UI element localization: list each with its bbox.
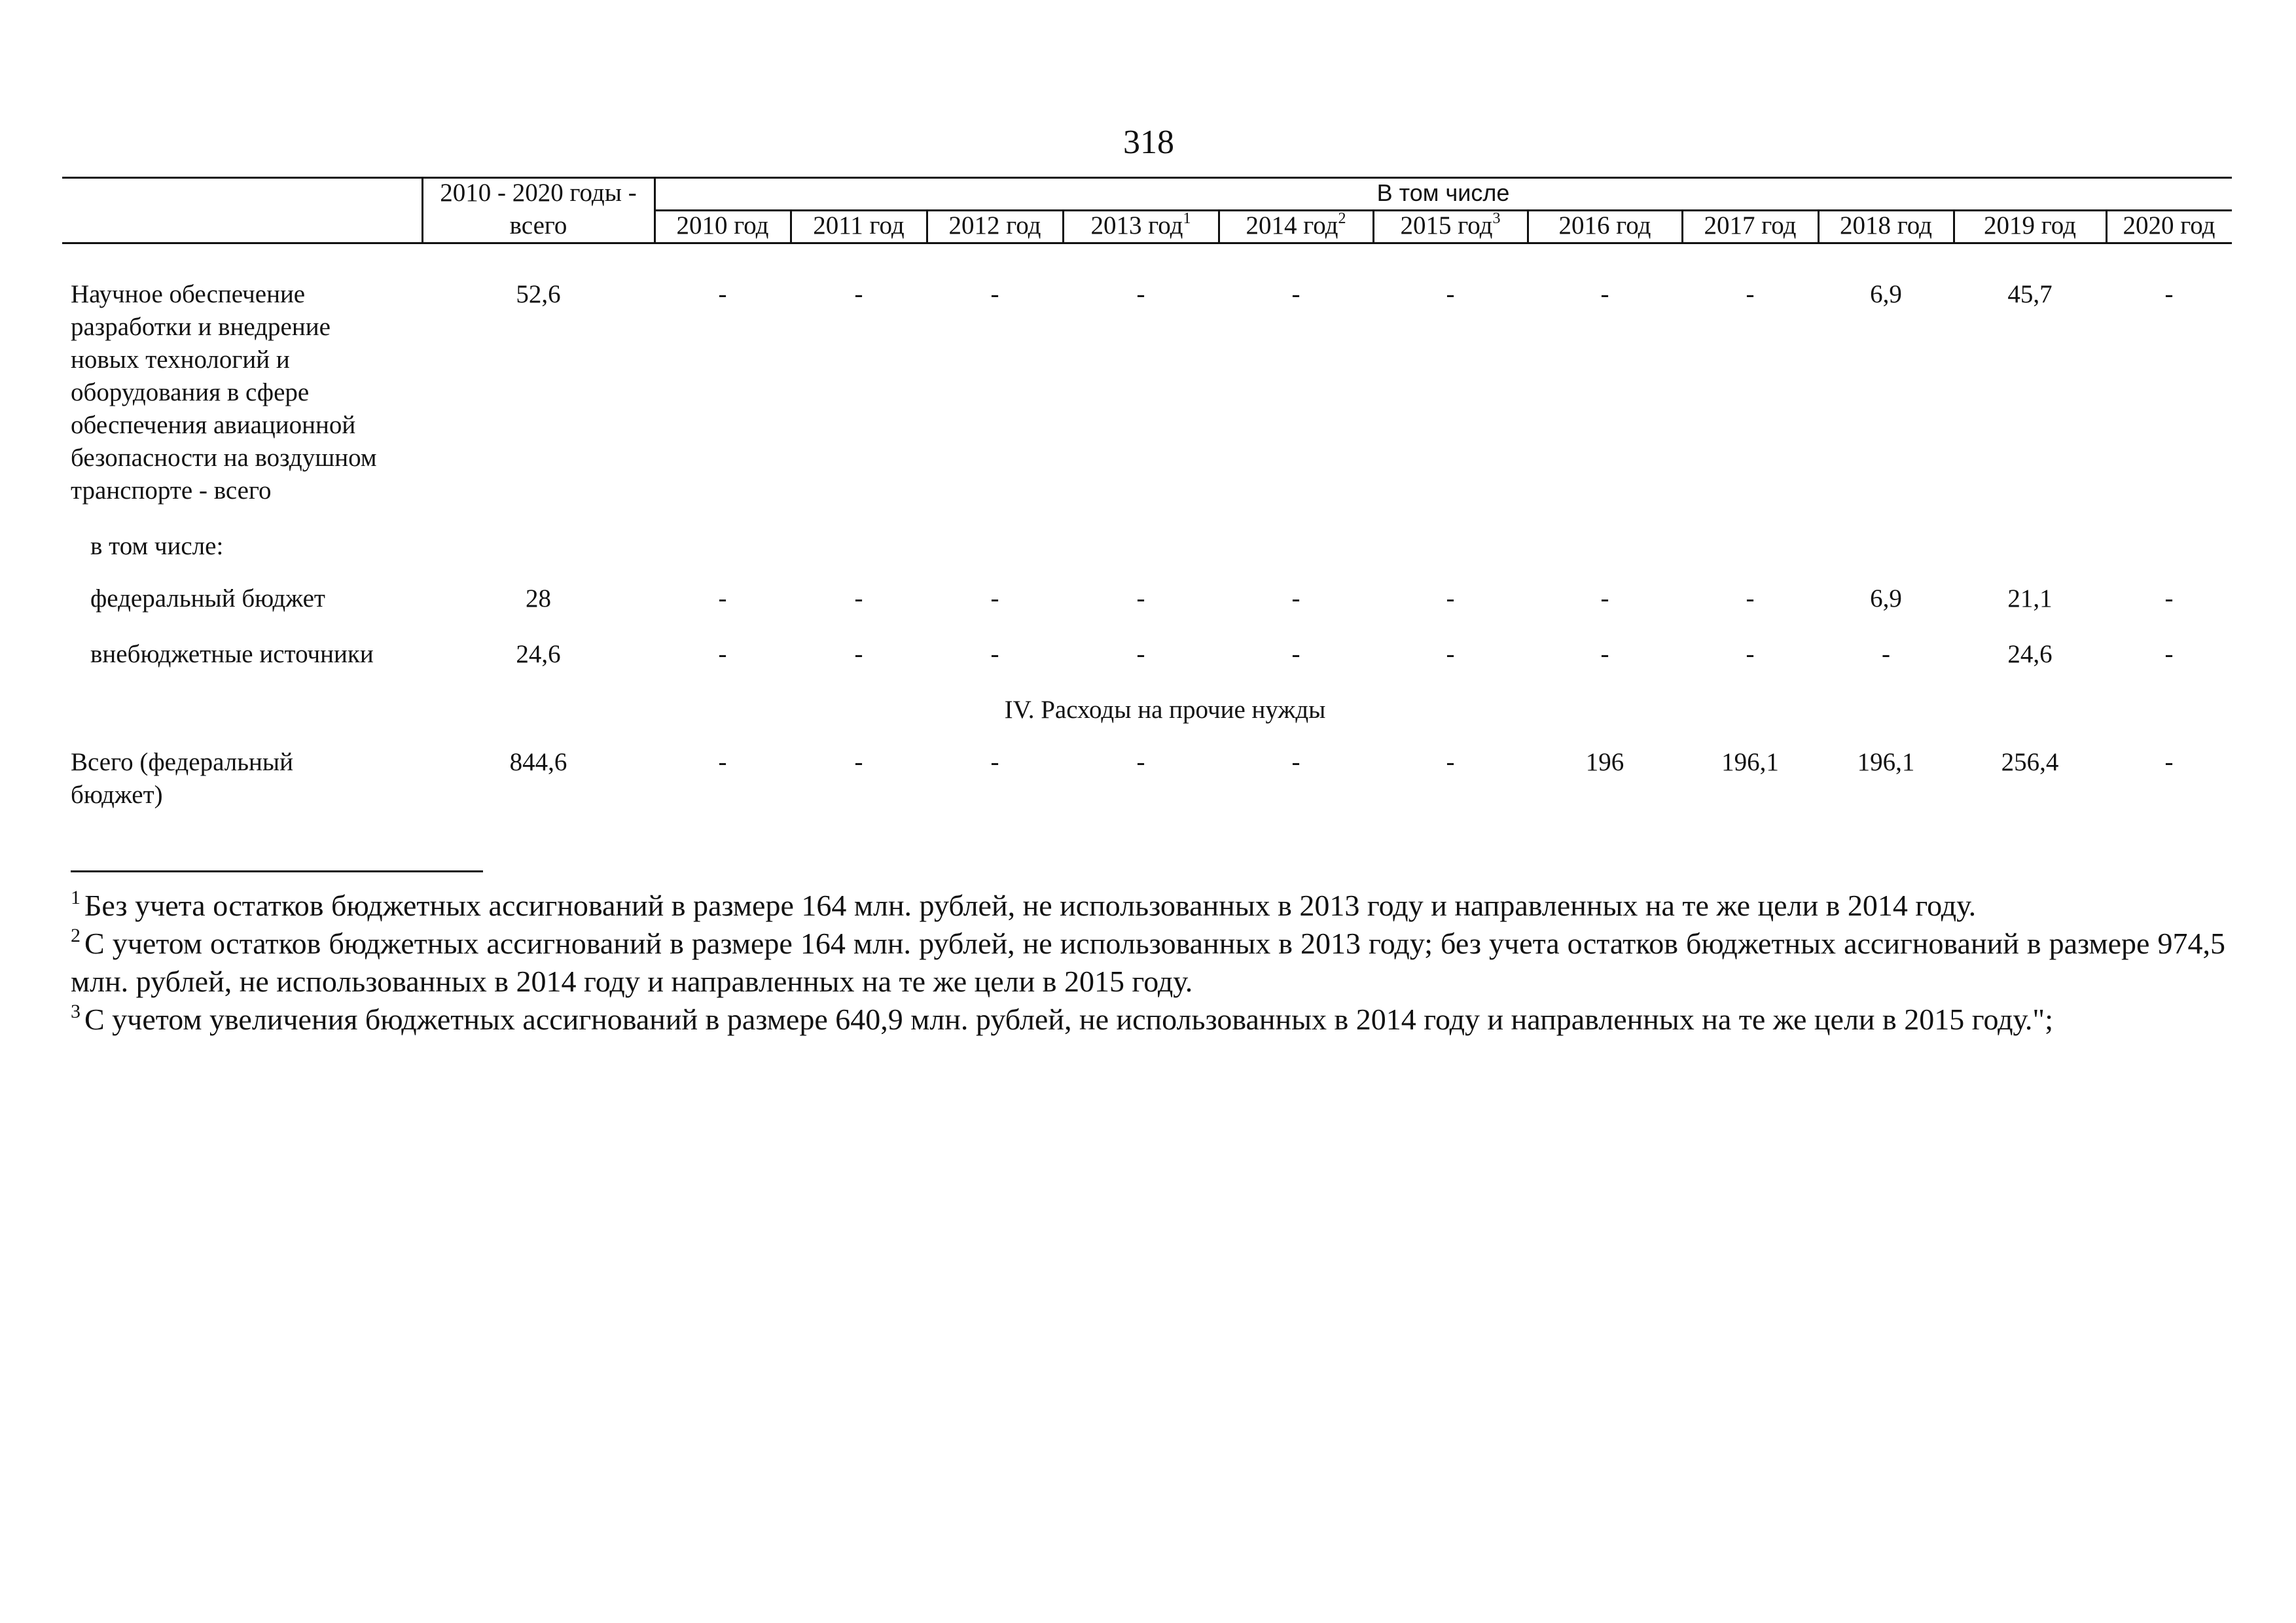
header-year-10: [2106, 211, 2232, 241]
footnote-3: [71, 1001, 2225, 1039]
table-row-3-value-6: -: [1600, 640, 1609, 668]
header-year-0: [655, 211, 791, 241]
header-year-label: 2014 год: [1246, 211, 1338, 240]
header-year-label: 2017 год: [1704, 211, 1797, 240]
header-year-5: [1373, 211, 1528, 241]
table-row-2-value-4: -: [1291, 584, 1300, 613]
table-row-3-value-0: -: [718, 640, 727, 668]
footnotes: [71, 887, 2225, 1039]
table-row-2-value-3: -: [1136, 584, 1145, 613]
header-year-label: 2018 год: [1840, 211, 1932, 240]
footnote-mark: 1: [71, 887, 81, 908]
footnote-2: [71, 925, 2225, 1001]
table-row-2-value-6: -: [1600, 584, 1609, 613]
footnote-text: Без учета остатков бюджетных ассигнований в размере 164 млн. рублей, не использованных в 2013 году и направленных на те же цели в 2014 году.: [84, 889, 1977, 922]
header-year-label: 2015 год: [1400, 211, 1493, 240]
table-row-3-value-10: -: [2164, 640, 2174, 668]
section-row-0-value-2: -: [990, 748, 999, 776]
header-year-footnote-mark: 2: [1338, 210, 1346, 227]
footnote-mark: 3: [71, 1001, 81, 1022]
section-row-0-value-0: -: [718, 748, 727, 776]
table-row-0-value-4: -: [1291, 280, 1300, 308]
section-row-0-value-8: 196,1: [1857, 748, 1915, 776]
table-row-3-value-1: -: [854, 640, 863, 668]
header-year-label: 2019 год: [1984, 211, 2076, 240]
table-row-0-value-6: -: [1600, 280, 1609, 308]
table-row-2-value-5: -: [1446, 584, 1455, 613]
table-row-2-value-9: 21,1: [2007, 584, 2053, 613]
footnote-separator: [71, 870, 483, 872]
table-row-3-value-9: 24,6: [2007, 640, 2053, 668]
header-group-label: В том числе: [1376, 179, 1510, 206]
page-number: 318: [1123, 124, 1174, 161]
table-row-3-value-7: -: [1746, 640, 1755, 668]
table-row-0-value-2: -: [990, 280, 999, 308]
header-year-3: [1063, 211, 1219, 241]
table-row-0-value-1: -: [854, 280, 863, 308]
table-row-2-value-1: -: [854, 584, 863, 613]
table-row-0-value-7: -: [1746, 280, 1755, 308]
table-row-3-value-3: -: [1136, 640, 1145, 668]
footnote-1: [71, 887, 2225, 925]
section-row-0-value-7: 196,1: [1721, 748, 1779, 776]
footnote-text: С учетом увеличения бюджетных ассигнований в размере 640,9 млн. рублей, не использованных в 2014 году и направленных на те же цели в 2015 году.";: [84, 1003, 2053, 1036]
table-row-2-total: 28: [526, 584, 551, 613]
section-row-0-value-4: -: [1291, 748, 1300, 776]
section-row-0-total: 844,6: [509, 748, 567, 776]
table-row-2-label: федеральный бюджет: [90, 584, 325, 613]
header-year-8: [1818, 211, 1954, 241]
table-row-1-label: в том числе:: [90, 532, 224, 560]
header-year-label: 2020 год: [2123, 211, 2215, 240]
section-row-0-value-6: 196: [1585, 748, 1624, 776]
table-row-3-value-4: -: [1291, 640, 1300, 668]
header-year-9: [1954, 211, 2106, 241]
header-year-6: [1528, 211, 1682, 241]
section-title: IV. Расходы на прочие нужды: [1004, 696, 1326, 724]
header-year-label: 2010 год: [676, 211, 769, 240]
table-row-0-value-10: -: [2164, 280, 2174, 308]
table-row-2-value-0: -: [718, 584, 727, 613]
table-row-0-total: 52,6: [516, 280, 561, 308]
header-total-line1: 2010 - 2020 годы -: [440, 179, 637, 207]
header-year-4: [1219, 211, 1373, 241]
header-year-label: 2012 год: [948, 211, 1041, 240]
header-year-label: 2013 год: [1090, 211, 1183, 240]
section-row-0-value-3: -: [1136, 748, 1145, 776]
header-year-1: [791, 211, 927, 241]
table-row-2-value-10: -: [2164, 584, 2174, 613]
section-row-0-value-9: 256,4: [2001, 748, 2059, 776]
header-year-7: [1682, 211, 1818, 241]
header-year-2: [927, 211, 1063, 241]
header-year-footnote-mark: 3: [1492, 210, 1501, 227]
table-row-2-value-7: -: [1746, 584, 1755, 613]
table-row-3-value-8: -: [1882, 640, 1890, 668]
section-row-0-value-5: -: [1446, 748, 1455, 776]
header-year-footnote-mark: 1: [1183, 210, 1191, 227]
section-row-0-value-10: -: [2164, 748, 2174, 776]
header-year-label: 2011 год: [813, 211, 905, 240]
table-row-3-total: 24,6: [516, 640, 561, 668]
table-row-0-value-0: -: [718, 280, 727, 308]
header-total-line2: всего: [509, 211, 567, 240]
table-row-0-value-8: 6,9: [1870, 280, 1902, 308]
header-year-label: 2016 год: [1558, 211, 1651, 240]
footnote-text: С учетом остатков бюджетных ассигнований в размере 164 млн. рублей, не использованных в 2013 году; без учета остатков бюджетных ассигнований в размере 974,5 млн. рублей, не использованных в 2014 году и направленных на те же цели в 2015 году.: [71, 927, 2225, 998]
table-row-0-value-5: -: [1446, 280, 1455, 308]
table-row-3-label: внебюджетные источники: [90, 640, 374, 668]
table-row-3-value-5: -: [1446, 640, 1455, 668]
table-row-2-value-2: -: [990, 584, 999, 613]
table-header-bottom-rule: [62, 242, 2232, 244]
table-row-0-value-3: -: [1136, 280, 1145, 308]
table-row-0-label: Научное обеспечение разработки и внедрение новых технологий и оборудования в сфере обеспечения авиационной безопасности на воздушном транспорте - всего: [71, 280, 377, 505]
section-row-0-label: Всего (федеральный бюджет): [71, 748, 293, 809]
footnote-mark: 2: [71, 925, 81, 946]
section-row-0-value-1: -: [854, 748, 863, 776]
table-row-3-value-2: -: [990, 640, 999, 668]
table-row-2-value-8: 6,9: [1870, 584, 1902, 613]
table-row-0-value-9: 45,7: [2007, 280, 2053, 308]
